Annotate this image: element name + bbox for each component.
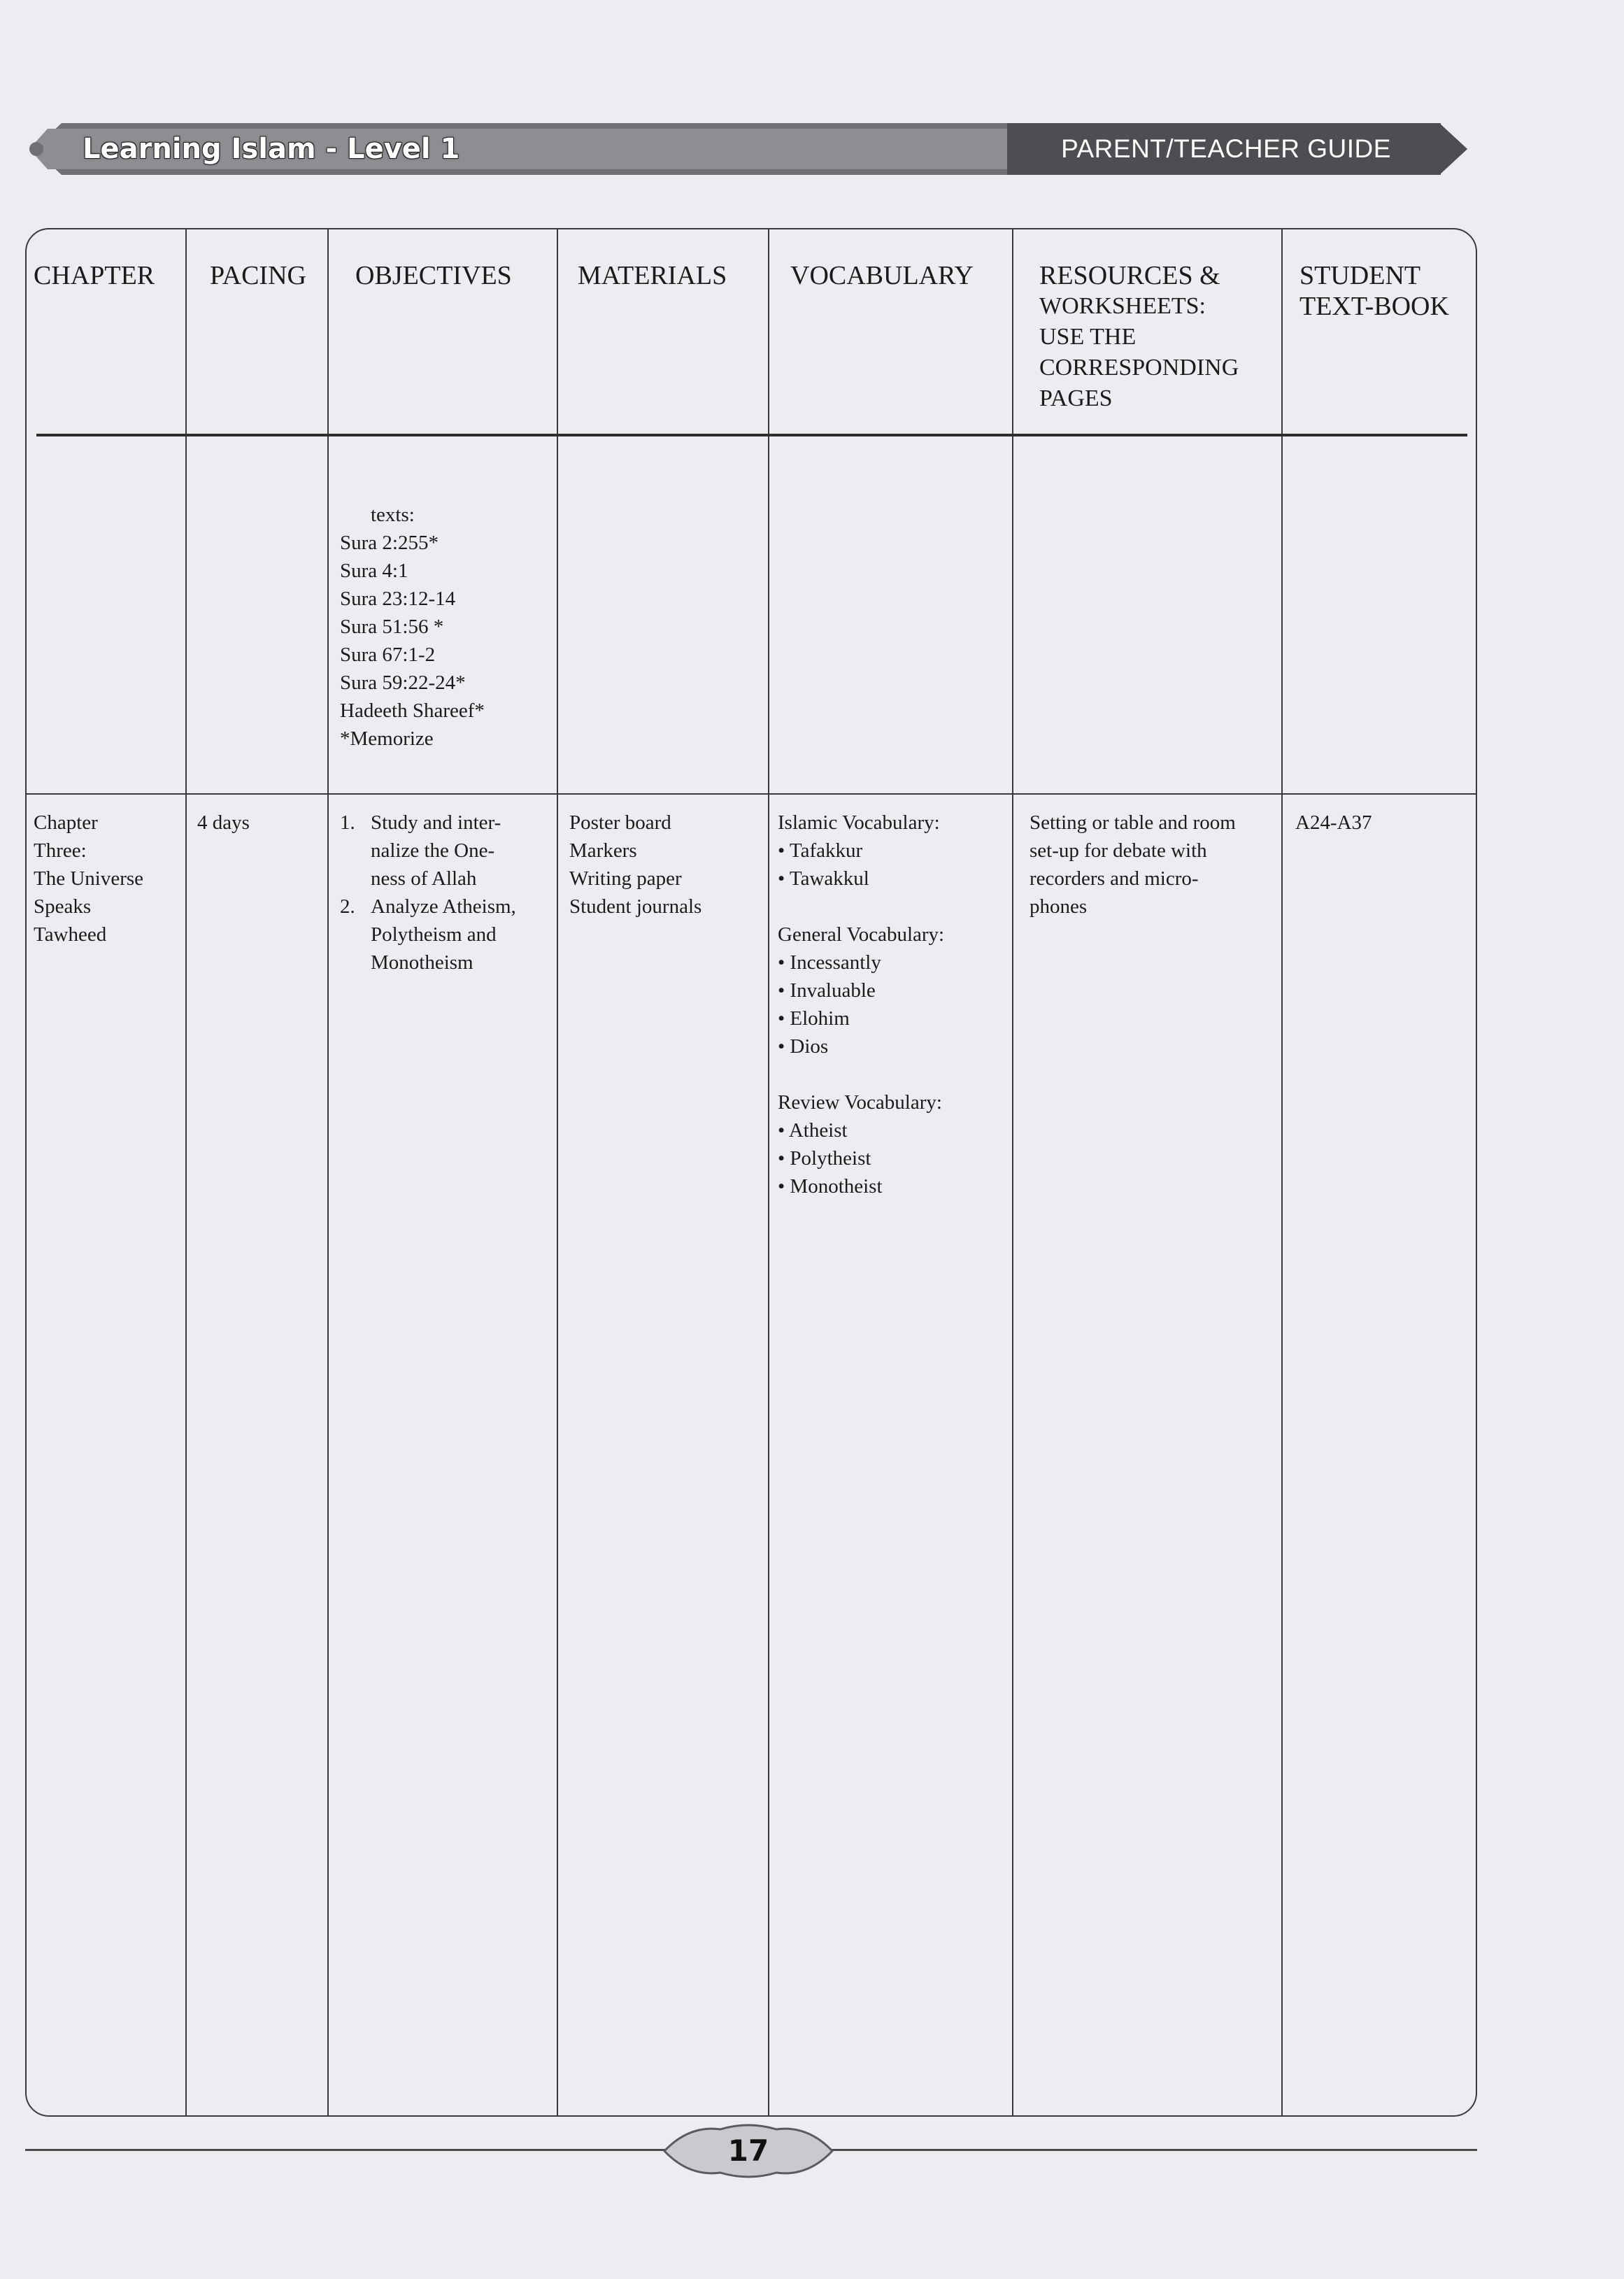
vocab-item: • Incessantly bbox=[778, 949, 944, 977]
objective-item: 1. Study and inter- nalize the One- ness of Allah bbox=[340, 811, 501, 890]
header-vocabulary: VOCABULARY bbox=[790, 261, 974, 290]
row2-chapter: Chapter Three: The Universe Speaks Tawheed bbox=[34, 811, 144, 946]
vocab-item: • Tawakkul bbox=[778, 865, 944, 893]
vocab-item: • Elohim bbox=[778, 1004, 944, 1032]
column-divider bbox=[768, 228, 769, 2117]
table-frame bbox=[25, 228, 1477, 2117]
vocab-item: • Polytheist bbox=[778, 1144, 944, 1172]
header-resources: RESOURCES & WORKSHEETS: USE THE CORRESPONDING PAGES bbox=[1039, 261, 1239, 411]
header-chapter: CHAPTER bbox=[34, 261, 155, 290]
vocab-item: • Tafakkur bbox=[778, 837, 944, 865]
header-student-textbook: STUDENT TEXT-BOOK bbox=[1299, 261, 1449, 321]
review-vocab-heading: Review Vocabulary: bbox=[778, 1091, 942, 1114]
column-divider bbox=[185, 228, 187, 2117]
islamic-vocab-heading: Islamic Vocabulary: bbox=[778, 811, 940, 834]
vocab-item: • Monotheist bbox=[778, 1172, 944, 1200]
column-divider bbox=[327, 228, 329, 2117]
header-banner bbox=[20, 118, 1481, 180]
header-materials: MATERIALS bbox=[578, 261, 727, 290]
vocab-item: • Invaluable bbox=[778, 977, 944, 1004]
header-rule bbox=[36, 434, 1467, 436]
header-pacing: PACING bbox=[210, 261, 306, 290]
row2-resources: Setting or table and room set-up for debate with recorders and micro- phones bbox=[1030, 811, 1236, 918]
page-number: 17 bbox=[727, 2134, 769, 2168]
vocab-item: • Atheist bbox=[778, 1116, 944, 1144]
row2-objectives bbox=[340, 809, 516, 977]
row-divider bbox=[25, 793, 1477, 795]
general-vocab-heading: General Vocabulary: bbox=[778, 923, 945, 946]
book-title: Learning Islam - Level 1 bbox=[83, 133, 460, 165]
row1-objectives: texts: Sura 2:255* Sura 4:1 Sura 23:12-14 Sura 51:56 * Sura 67:1-2 Sura 59:22-24* Hadeeth Shareef* *Memorize bbox=[340, 504, 485, 750]
objective-item: 2. Analyze Atheism, Polytheism and Monotheism bbox=[340, 895, 516, 974]
row2-textbook: A24-A37 bbox=[1295, 811, 1372, 834]
column-divider bbox=[557, 228, 558, 2117]
header-objectives: OBJECTIVES bbox=[355, 261, 512, 290]
column-divider bbox=[1281, 228, 1283, 2117]
vocab-item: • Dios bbox=[778, 1032, 944, 1060]
row2-materials: Poster board Markers Writing paper Student journals bbox=[569, 811, 702, 918]
guide-title: PARENT/TEACHER GUIDE bbox=[1061, 134, 1391, 163]
row2-pacing: 4 days bbox=[197, 811, 250, 834]
row2-vocabulary bbox=[778, 809, 944, 1200]
page-number-badge bbox=[650, 2120, 846, 2182]
column-divider bbox=[1012, 228, 1013, 2117]
